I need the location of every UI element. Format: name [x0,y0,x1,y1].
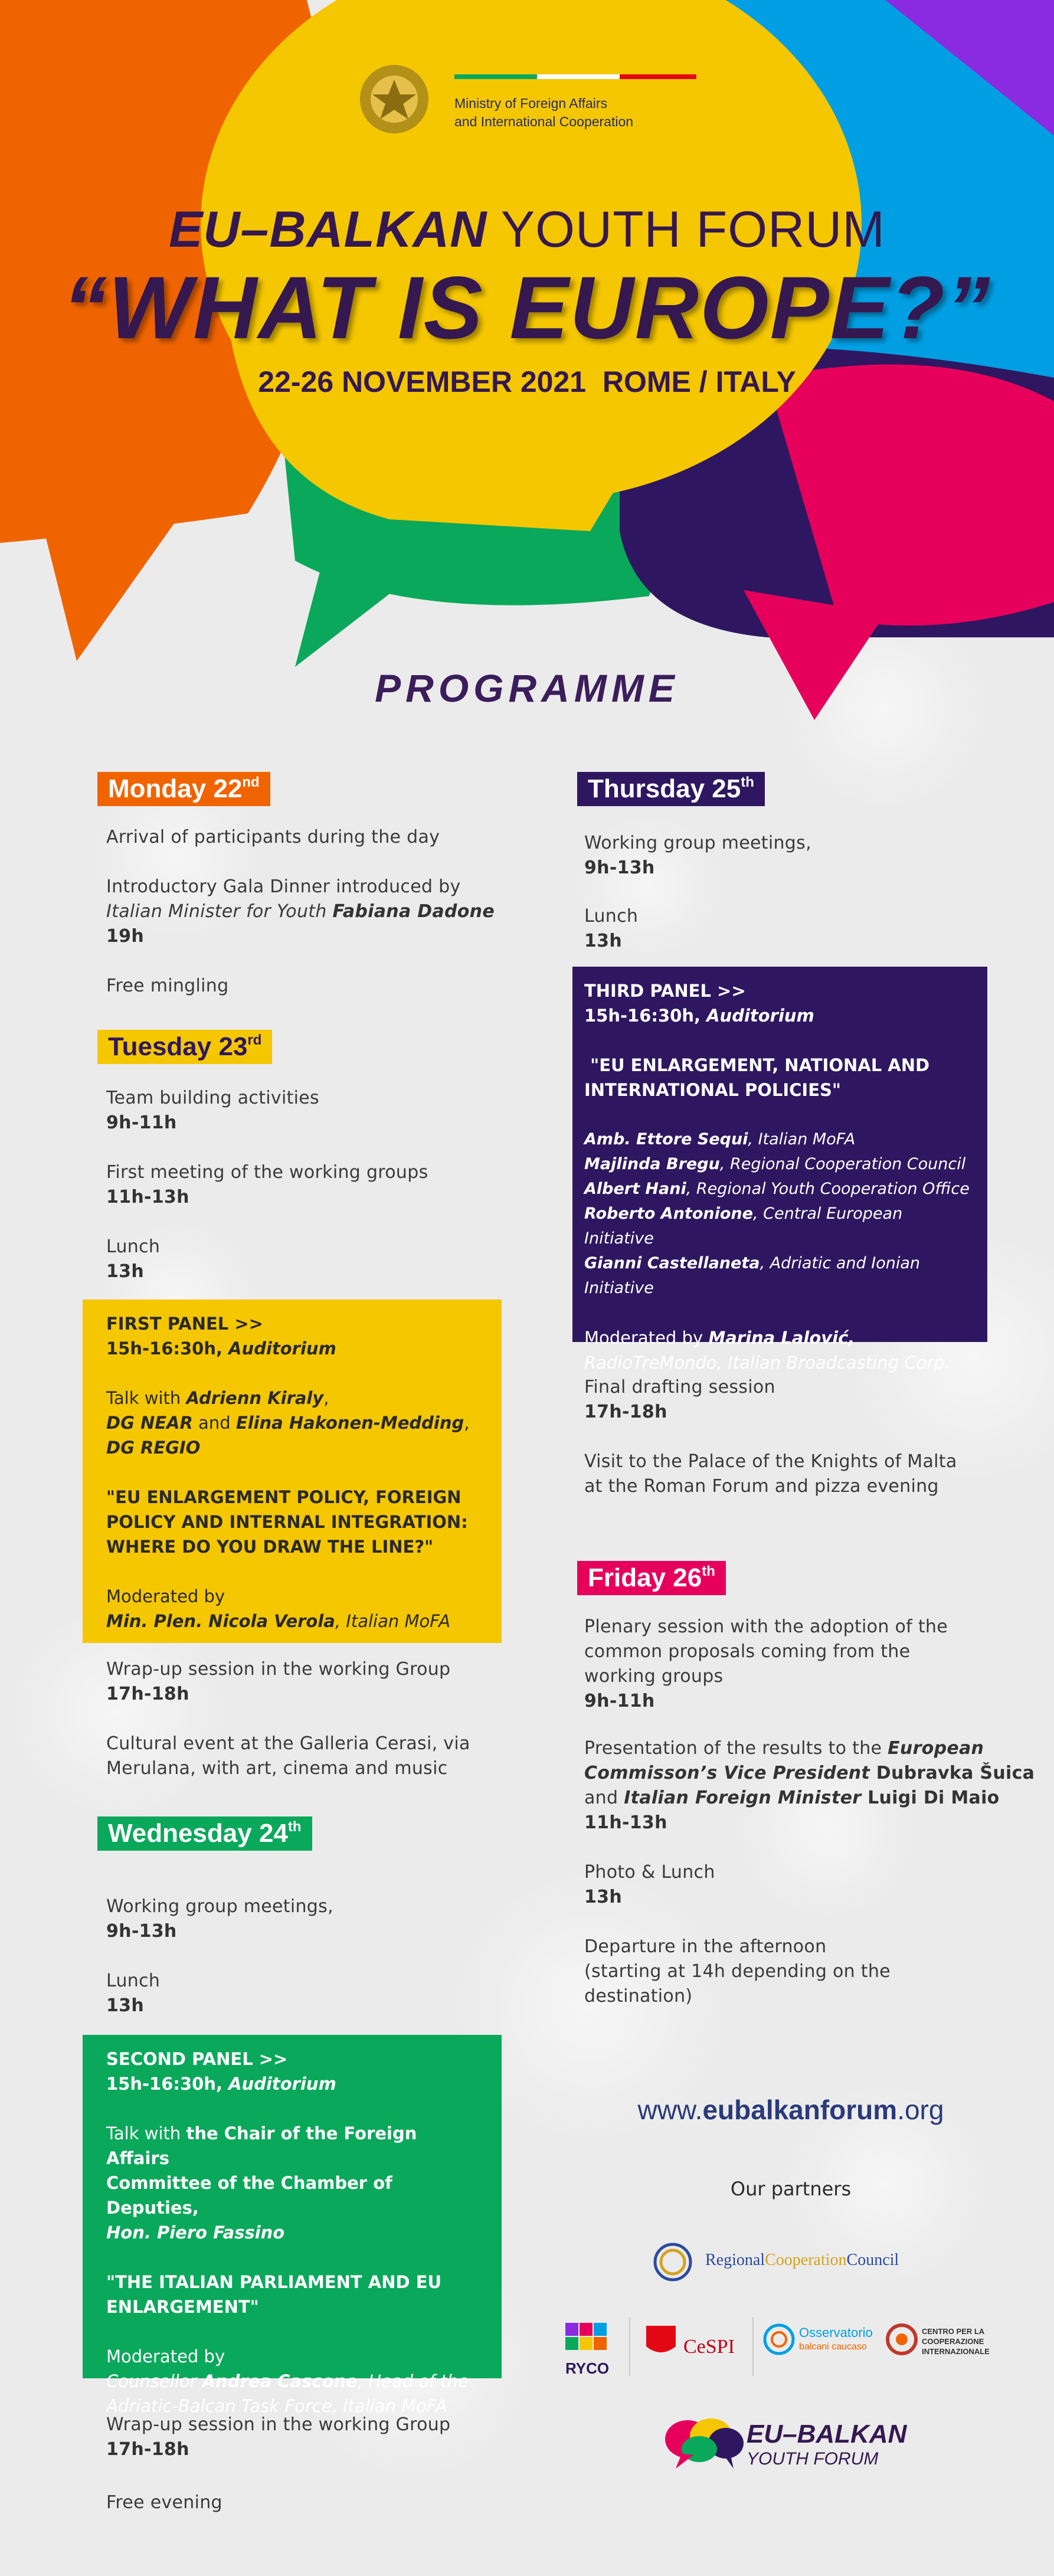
divider [629,2317,630,2376]
website-link[interactable]: www.eubalkanforum.org [637,2094,944,2125]
wednesday-meetings: Working group meetings, 9h-13h [106,1896,333,1942]
day-wednesday: Wednesday 24th [97,1816,312,1851]
first-panel: FIRST PANEL >> 15h-16:30h, Auditorium Talk with Adrienn Kiraly, DG NEAR and Elina Hakonen-Medding, DG REGIO "EU ENLARGEMENT POLICY, FOREIGN POLICY AND INTERNAL INTEGRATION: WHERE DO YOU DRAW THE LINE?" Moderated by Min. Plen. Nicola Verola, Italian MoFA [83,1300,502,1643]
partners-heading: Our partners [730,2178,852,2200]
second-panel: SECOND PANEL >> 15h-16:30h, Auditorium Talk with the Chair of the Foreign Affairs Committee of the Chamber of Deputies, Hon. Piero Fassino "THE ITALIAN PARLIAMENT AND EU ENLARGEMENT" Moderated by Counsellor Andrea Cascone, Head of the Adriatic-Balcan Task Force, Italian MoFA [83,2035,502,2378]
third-panel: THIRD PANEL >> 15h-16:30h, Auditorium "EU ENLARGEMENT, NATIONAL AND INTERNATIONAL POLICIES" Amb. Ettore Sequi, Italian MoFA Majlinda Bregu, Regional Cooperation Council Albert Hani, Regional Youth Cooperation Office Roberto Antonione, Central European Initiative Gianni Castellaneta, Adriatic and Ionian Initiative Moderated by Marina Lalović, RadioTreMondo, Italian Broadcasting Corp. [572,967,987,1342]
osservatorio-logo [762,2323,880,2376]
thursday-meetings: Working group meetings, 9h-13h [584,833,811,878]
tuesday-lunch: Lunch 13h [106,1236,161,1282]
tuesday-wrapup: Wrap-up session in the working Group 17h-18h [106,1659,451,1704]
cespi-label: CeSPI [683,2336,735,2358]
forum-title [0,201,1054,259]
ministry-name [454,94,633,131]
eu-balkan-forum-logo [664,2413,747,2472]
tuesday-cultural: Cultural event at the Galleria Cerasi, via Merulana, with art, cinema and music [106,1733,470,1779]
ministry-line-2: and International Cooperation [454,114,634,129]
monday-arrival: Arrival of participants during the day [106,827,440,847]
ministry-line-1: Ministry of Foreign Affairs [454,96,608,111]
day-tuesday: Tuesday 23rd [97,1030,272,1064]
forum-title-bold: EU–BALKAN [169,201,487,258]
friday-presentation: Presentation of the results to the European Commisson’s Vice President Dubravka Šuica and Italian Foreign Minister Luigi Di Maio 11h-13h [584,1738,1035,1833]
ryco-logo [559,2317,618,2376]
friday-plenary: Plenary session with the adoption of the common proposals coming from the working groups 9h-11h [584,1616,948,1711]
friday-departure: Departure in the afternoon (starting at 14h depending on the destination) [584,1936,891,2007]
cespi-logo [643,2323,749,2376]
wednesday-lunch: Lunch 13h [106,1971,161,2016]
thursday-lunch: Lunch 13h [584,906,639,951]
wednesday-wrapup: Wrap-up session in the working Group 17h-18h [106,2414,451,2460]
thursday-drafting: Final drafting session 17h-18h [584,1377,775,1422]
programme-heading: PROGRAMME [375,666,679,710]
day-thursday: Thursday 25th [577,772,765,806]
forum-title-light: YOUTH FORUM [500,201,885,258]
divider [752,2317,754,2376]
monday-gala: Introductory Gala Dinner introduced by Italian Minister for Youth Fabiana Dadone 19h [106,876,495,947]
italian-flag-line [454,74,696,79]
friday-photo: Photo & Lunch 13h [584,1862,715,1907]
italian-emblem [360,65,428,133]
day-friday: Friday 26th [577,1561,726,1595]
osservatorio-label: Osservatorio [799,2325,873,2340]
osservatorio-sub: balcani caucaso [799,2342,867,2352]
tuesday-meeting: First meeting of the working groups 11h-13h [106,1162,428,1207]
forum-subtitle: “WHAT IS EUROPE?” [63,258,991,357]
forum-dates: 22-26 NOVEMBER 2021 ROME / ITALY [258,365,796,398]
ryco-label: RYCO [565,2359,610,2377]
cooperazione-label: CENTRO PER LA COOPERAZIONE INTERNAZIONALE [922,2327,990,2356]
partner-logos [555,2311,991,2382]
cooperazione-logo [885,2323,991,2376]
rcc-logo [649,2241,696,2283]
ebf-title: EU–BALKAN [747,2420,907,2449]
tuesday-team: Team building activities 9h-11h [106,1088,319,1133]
wednesday-free: Free evening [106,2492,222,2513]
ebf-subtitle: YOUTH FORUM [747,2449,879,2469]
rcc-name: RegionalCooperationCouncil [705,2251,899,2269]
day-monday: Monday 22nd [97,772,270,806]
thursday-visit: Visit to the Palace of the Knights of Malta at the Roman Forum and pizza evening [584,1451,957,1497]
monday-mingling: Free mingling [106,976,229,996]
